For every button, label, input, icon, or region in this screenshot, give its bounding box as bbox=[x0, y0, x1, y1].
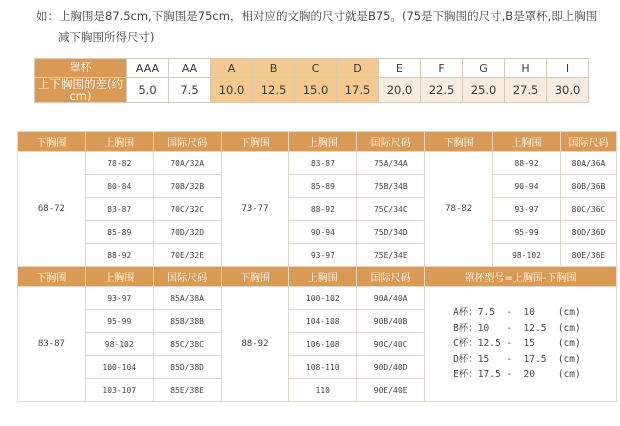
table-row bbox=[18, 152, 617, 175]
over-bust-range: 108-110 bbox=[289, 356, 357, 379]
table-row bbox=[18, 198, 617, 221]
note-line-1: 如：上胸围是87.5cm,下胸围是75cm，相对应的文胸的尺寸就是B75。(75是下胸围的尺寸,B是罩杯,即上胸围 bbox=[36, 9, 598, 23]
over-bust-range: 88-92 bbox=[85, 244, 153, 267]
header-under: 下胸围 bbox=[18, 132, 86, 152]
header-over: 上胸围 bbox=[85, 132, 153, 152]
over-bust-range: 95-99 bbox=[493, 221, 561, 244]
diff-cell: 22.5 bbox=[421, 78, 463, 103]
cup-difference-table bbox=[34, 58, 589, 103]
header-over: 上胸围 bbox=[289, 132, 357, 152]
diff-row-label: 上下胸围的差(约cm) bbox=[35, 78, 127, 103]
cup-rule-line: A杯：7.5 - 10 (cm) bbox=[453, 307, 581, 319]
under-bust-range: 78-82 bbox=[425, 152, 493, 267]
cup-rule-line: C杯：12.5 - 15 (cm) bbox=[453, 338, 581, 350]
cup-rule-line: B杯：10 - 12.5 (cm) bbox=[453, 322, 581, 334]
intl-size: 90A/40A bbox=[357, 287, 425, 310]
over-bust-range: 103-107 bbox=[85, 379, 153, 402]
intl-size: 90D/40D bbox=[357, 356, 425, 379]
cup-cell: AAA bbox=[127, 59, 169, 78]
header-intl: 国际尺码 bbox=[560, 132, 616, 152]
table-row bbox=[18, 287, 617, 310]
diff-cell: 7.5 bbox=[169, 78, 211, 103]
cup-rule-line: E杯：17.5 - 20 (cm) bbox=[453, 369, 581, 381]
header-under: 下胸围 bbox=[221, 267, 289, 287]
intl-size: 75C/34C bbox=[357, 198, 425, 221]
over-bust-range: 93-97 bbox=[289, 244, 357, 267]
header-intl: 国际尺码 bbox=[357, 132, 425, 152]
header-under: 下胸围 bbox=[425, 132, 493, 152]
intl-size: 70D/32D bbox=[153, 221, 221, 244]
over-bust-range: 100-102 bbox=[289, 287, 357, 310]
cup-cell: A bbox=[211, 59, 253, 78]
cup-cell: E bbox=[379, 59, 421, 78]
header-under: 下胸围 bbox=[18, 267, 86, 287]
over-bust-range: 110 bbox=[289, 379, 357, 402]
over-bust-range: 85-89 bbox=[85, 221, 153, 244]
cup-cell: F bbox=[421, 59, 463, 78]
diff-cell: 30.0 bbox=[547, 78, 589, 103]
intl-size: 80D/36D bbox=[560, 221, 616, 244]
header-formula: 罩杯型号=上胸围-下胸围 bbox=[425, 267, 617, 287]
size-table-bottom bbox=[17, 266, 617, 402]
over-bust-range: 80-84 bbox=[85, 175, 153, 198]
intl-size: 85A/38A bbox=[153, 287, 221, 310]
over-bust-range: 83-87 bbox=[85, 198, 153, 221]
over-bust-range: 104-108 bbox=[289, 310, 357, 333]
over-bust-range: 100-104 bbox=[85, 356, 153, 379]
cup-cell: G bbox=[463, 59, 505, 78]
cup-cell: C bbox=[295, 59, 337, 78]
intl-size: 70C/32C bbox=[153, 198, 221, 221]
under-bust-range: 88-92 bbox=[221, 287, 289, 402]
diff-cell: 12.5 bbox=[253, 78, 295, 103]
diff-cell: 20.0 bbox=[379, 78, 421, 103]
header-over: 上胸围 bbox=[289, 267, 357, 287]
intl-size: 75D/34D bbox=[357, 221, 425, 244]
over-bust-range: 93-97 bbox=[493, 198, 561, 221]
over-bust-range: 90-94 bbox=[289, 221, 357, 244]
intl-size: 75B/34B bbox=[357, 175, 425, 198]
intl-size: 85D/38D bbox=[153, 356, 221, 379]
intl-size: 75A/34A bbox=[357, 152, 425, 175]
diff-cell: 5.0 bbox=[127, 78, 169, 103]
cup-cell: I bbox=[547, 59, 589, 78]
cup-cell: B bbox=[253, 59, 295, 78]
diff-cell: 25.0 bbox=[463, 78, 505, 103]
intl-size: 85C/38C bbox=[153, 333, 221, 356]
under-bust-range: 83-87 bbox=[18, 287, 86, 402]
header-over: 上胸围 bbox=[493, 132, 561, 152]
under-bust-range: 68-72 bbox=[18, 152, 86, 267]
intl-size: 70E/32E bbox=[153, 244, 221, 267]
cup-row-label: 罩杯 bbox=[35, 59, 127, 78]
over-bust-range: 88-92 bbox=[493, 152, 561, 175]
cup-cell: H bbox=[505, 59, 547, 78]
intl-size: 90C/40C bbox=[357, 333, 425, 356]
cup-cell: D bbox=[337, 59, 379, 78]
diff-cell: 17.5 bbox=[337, 78, 379, 103]
intl-size: 90E/40E bbox=[357, 379, 425, 402]
under-bust-range: 73-77 bbox=[221, 152, 289, 267]
cup-rule-line: D杯：15 - 17.5 (cm) bbox=[453, 353, 581, 365]
header-intl: 国际尺码 bbox=[357, 267, 425, 287]
intl-size: 80B/36B bbox=[560, 175, 616, 198]
over-bust-range: 98-102 bbox=[493, 244, 561, 267]
intl-size: 75E/34E bbox=[357, 244, 425, 267]
intl-size: 80E/36E bbox=[560, 244, 616, 267]
cup-rules bbox=[425, 287, 617, 402]
intl-size: 85B/38B bbox=[153, 310, 221, 333]
intl-size: 70B/32B bbox=[153, 175, 221, 198]
intl-size: 90B/40B bbox=[357, 310, 425, 333]
diff-cell: 15.0 bbox=[295, 78, 337, 103]
intl-size: 85E/38E bbox=[153, 379, 221, 402]
intl-size: 70A/32A bbox=[153, 152, 221, 175]
intl-size: 80A/36A bbox=[560, 152, 616, 175]
over-bust-range: 90-94 bbox=[493, 175, 561, 198]
cup-cell: AA bbox=[169, 59, 211, 78]
over-bust-range: 98-102 bbox=[85, 333, 153, 356]
size-table-top bbox=[17, 131, 617, 267]
header-intl: 国际尺码 bbox=[153, 132, 221, 152]
over-bust-range: 106-108 bbox=[289, 333, 357, 356]
explanation-note bbox=[36, 6, 612, 48]
table-row bbox=[18, 175, 617, 198]
over-bust-range: 83-87 bbox=[289, 152, 357, 175]
table-row bbox=[18, 244, 617, 267]
diff-cell: 27.5 bbox=[505, 78, 547, 103]
header-over: 上胸围 bbox=[85, 267, 153, 287]
over-bust-range: 88-92 bbox=[289, 198, 357, 221]
note-line-2: 减下胸围所得尺寸) bbox=[58, 30, 155, 44]
over-bust-range: 95-99 bbox=[85, 310, 153, 333]
header-intl: 国际尺码 bbox=[153, 267, 221, 287]
over-bust-range: 93-97 bbox=[85, 287, 153, 310]
over-bust-range: 85-89 bbox=[289, 175, 357, 198]
header-under: 下胸围 bbox=[221, 132, 289, 152]
over-bust-range: 78-82 bbox=[85, 152, 153, 175]
diff-cell: 10.0 bbox=[211, 78, 253, 103]
table-row bbox=[18, 221, 617, 244]
intl-size: 80C/36C bbox=[560, 198, 616, 221]
